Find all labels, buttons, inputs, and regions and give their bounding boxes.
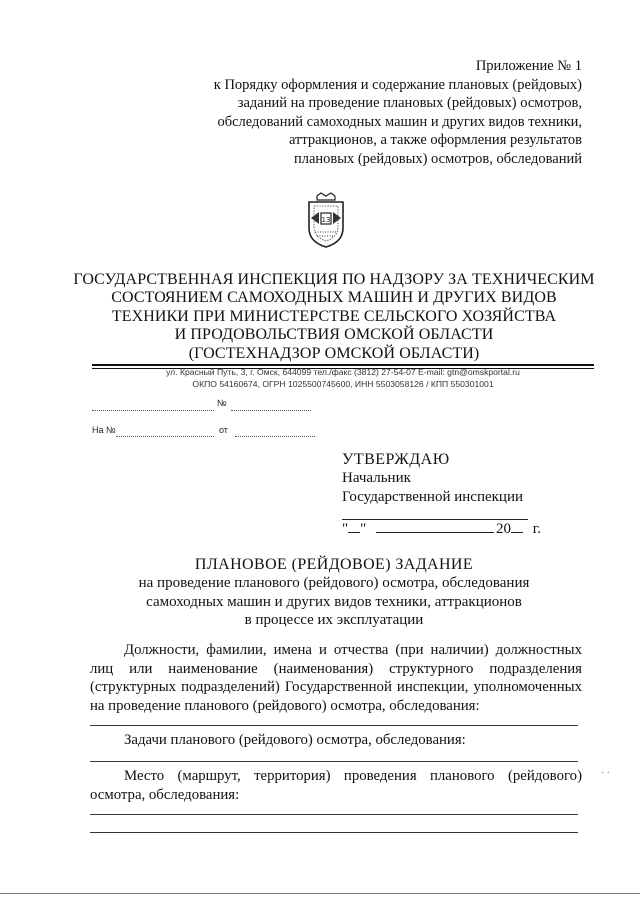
objectives-label: Задачи планового (рейдового) осмотра, обследования: bbox=[124, 732, 466, 748]
place-line: Место (маршрут, территория) проведения планового (рейдового) bbox=[124, 768, 582, 784]
organization-contacts bbox=[92, 367, 594, 390]
reply-from-date-field[interactable] bbox=[235, 436, 315, 437]
organization-line: И ПРОДОВОЛЬСТВИЯ ОМСКОЙ ОБЛАСТИ bbox=[174, 326, 494, 344]
officials-line: Должности, фамилии, имена и отчества (при наличии) должностных bbox=[124, 642, 582, 658]
appendix-line: заданий на проведение плановых (рейдовых) осмотров, bbox=[237, 95, 582, 112]
officials-line: лиц или наименование (наименования) структурного подразделения bbox=[90, 660, 582, 677]
objectives-entry-line[interactable] bbox=[90, 761, 578, 762]
codes-line: ОКПО 54160674, ОГРН 1025500745600, ИНН 5503058126 / КПП 550301001 bbox=[192, 378, 494, 389]
date-month-field[interactable] bbox=[376, 532, 494, 533]
officials-entry-line[interactable] bbox=[90, 725, 578, 726]
reply-from-label: от bbox=[219, 425, 228, 435]
organization-short-name: (ГОСТЕХНАДЗОР ОМСКОЙ ОБЛАСТИ) bbox=[188, 344, 480, 362]
margin-mark: · · bbox=[600, 768, 610, 779]
appendix-title: Приложение № 1 bbox=[475, 58, 582, 74]
task-subtitle-line: на проведение планового (рейдового) осмотра, обследования bbox=[138, 575, 530, 591]
appendix-line: плановых (рейдовых) осмотров, обследований bbox=[293, 150, 582, 167]
date-quote-open: " bbox=[342, 521, 349, 537]
organization-line: ГОСУДАРСТВЕННАЯ ИНСПЕКЦИЯ ПО НАДЗОРУ ЗА ТЕХНИЧЕСКИМ bbox=[73, 271, 595, 288]
page-bottom-edge bbox=[0, 893, 640, 894]
appendix-line: аттракционов, а также оформления результатов bbox=[288, 132, 582, 149]
date-day-field[interactable] bbox=[348, 532, 360, 533]
place-line: осмотра, обследования: bbox=[90, 786, 240, 803]
approval-date bbox=[342, 521, 541, 538]
date-year-prefix: 20 bbox=[496, 521, 511, 537]
place-entry-line-2[interactable] bbox=[90, 832, 578, 833]
task-subtitle-line: в процессе их эксплуатации bbox=[244, 612, 424, 629]
date-quote-close: " bbox=[360, 521, 367, 537]
appendix-line: к Порядку оформления и содержание плановых (рейдовых) bbox=[213, 76, 582, 93]
header-rule-thick bbox=[92, 364, 594, 366]
omsk-coat-of-arms-icon bbox=[305, 192, 347, 248]
svg-text:13: 13 bbox=[321, 216, 331, 224]
task-subtitle-line: самоходных машин и других видов техники, аттракционов bbox=[146, 593, 522, 610]
organization-line: СОСТОЯНИЕМ САМОХОДНЫХ МАШИН И ДРУГИХ ВИДОВ bbox=[111, 289, 557, 307]
task-subtitle bbox=[60, 574, 608, 630]
number-sign: № bbox=[217, 398, 227, 408]
appendix-header bbox=[162, 57, 582, 169]
approval-title: УТВЕРЖДАЮ bbox=[342, 451, 450, 468]
reply-to-label: На № bbox=[92, 425, 116, 435]
registration-date-field[interactable] bbox=[92, 410, 214, 411]
reply-to-number-field[interactable] bbox=[116, 436, 214, 437]
organization-line: ТЕХНИКИ ПРИ МИНИСТЕРСТВЕ СЕЛЬСКОГО ХОЗЯЙСТВА bbox=[111, 307, 557, 325]
officials-section bbox=[90, 641, 582, 715]
organization-name bbox=[60, 271, 608, 363]
objectives-section bbox=[90, 731, 582, 750]
date-suffix: г. bbox=[532, 521, 541, 537]
officials-line: на проведение планового (рейдового) осмотра, обследования: bbox=[90, 697, 480, 714]
date-year-field[interactable] bbox=[511, 532, 523, 533]
officials-line: (структурных подразделений) Государственной инспекции, уполномоченных bbox=[90, 679, 582, 696]
approval-block bbox=[342, 450, 523, 507]
registration-number-field[interactable] bbox=[231, 410, 311, 411]
appendix-line: обследований самоходных машин и других видов техники, bbox=[217, 113, 582, 130]
place-section bbox=[90, 767, 582, 804]
signature-line[interactable] bbox=[342, 519, 528, 520]
task-title: ПЛАНОВОЕ (РЕЙДОВОЕ) ЗАДАНИЕ bbox=[194, 556, 474, 573]
approval-organization: Государственной инспекции bbox=[342, 489, 523, 505]
approval-position: Начальник bbox=[342, 470, 411, 486]
address-line: ул. Красный Путь, 3, г. Омск, 644099 тел./факс (3812) 27-54-07 E-mail: gtn@omskportal.ru bbox=[166, 367, 520, 377]
place-entry-line[interactable] bbox=[90, 814, 578, 815]
